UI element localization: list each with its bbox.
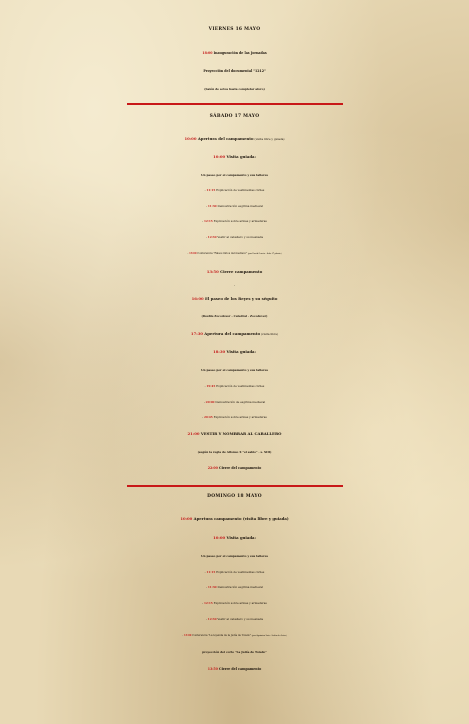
divider	[127, 485, 343, 487]
sun-item-9	[0, 668, 469, 671]
sunday-title: DOMINGO 18 MAYO	[207, 494, 262, 499]
text: Explicación de vestimentas civiles	[215, 384, 265, 388]
sun-item-3	[0, 571, 469, 574]
sat-item-5	[0, 220, 469, 223]
time: 12:15	[203, 601, 213, 605]
saturday-title: SÁBADO 17 MAYO	[209, 114, 260, 119]
sun-item-5	[0, 602, 469, 605]
sat-item-18	[0, 432, 469, 436]
dash: -	[202, 415, 204, 419]
text: Visita guiada:	[225, 154, 256, 159]
dash: -	[204, 188, 207, 192]
sat-item-10	[0, 297, 469, 301]
text: Vestir al caballero y su mesnada	[216, 617, 264, 621]
time: 11:30	[207, 204, 217, 208]
time: 20:00	[205, 400, 215, 404]
text: VESTIR Y NOMBRAR AL CABALLERO	[199, 431, 282, 436]
sat-item-8	[0, 270, 469, 274]
text: Explicación de vestimentas civiles	[215, 570, 265, 574]
dash: -	[206, 204, 208, 208]
note: (visita libre y guiada)	[253, 137, 285, 141]
note: (por Agrimiro Saiz - Salón de Actos)	[251, 635, 287, 637]
sat-item-16	[0, 401, 469, 404]
time: 21:00	[187, 431, 200, 436]
text: Cierre del campamento	[217, 667, 262, 671]
sun-item-2: Un paseo por el campamento y sus talleres	[201, 554, 268, 558]
text: Visita guiada:	[225, 349, 256, 354]
text: Explicación de vestimentas civiles	[215, 188, 265, 192]
text: Cierre del campamento	[217, 466, 262, 470]
sat-item-20	[0, 467, 469, 470]
time: 10:00	[184, 136, 197, 141]
dash: -	[204, 570, 207, 574]
sat-item-15	[0, 385, 469, 388]
time: 10:00	[213, 154, 226, 159]
friday-line-2: Proyección del documental "1212"	[203, 69, 266, 73]
time: 19:45	[206, 384, 216, 388]
sun-item-8: proyección del corto "La Judía de Toledo"	[202, 650, 267, 654]
sat-item-19: (según la regla de Alfonso X "el sabio" - s. XIII)	[197, 450, 272, 454]
dash: -	[204, 384, 207, 388]
time: 13:50	[206, 269, 219, 274]
time: 13:00	[183, 634, 192, 637]
sun-item-6	[0, 618, 469, 621]
text: Apertura del campamento	[196, 136, 254, 141]
time: 12:30	[207, 235, 217, 239]
sat-item-14: Un paseo por el campamento y sus talleres	[201, 368, 268, 372]
time: 13:50	[207, 667, 218, 671]
sat-item-0	[0, 137, 469, 141]
friday-title: VIERNES 16 MAYO	[208, 27, 261, 32]
note: (visita libre)	[260, 332, 279, 336]
dash: -	[202, 601, 204, 605]
time: 20:45	[203, 415, 213, 419]
time: 12:30	[207, 617, 217, 621]
sun-item-4	[0, 586, 469, 589]
text: Explicación sobre armas y armaduras	[212, 219, 267, 223]
note: (por David García - Aula 1ª planta)	[247, 253, 282, 255]
time: 10:00	[213, 535, 226, 540]
text: Demostración esgrima medieval	[216, 204, 263, 208]
sat-item-1	[0, 155, 469, 159]
time: 11:30	[207, 585, 217, 589]
time: 17:30	[190, 331, 203, 336]
sun-item-0	[0, 517, 469, 521]
time: 16:00	[191, 296, 204, 301]
dash: -	[206, 585, 208, 589]
text: Demostración de esgrima medieval	[214, 400, 266, 404]
sat-item-17	[0, 416, 469, 419]
sat-item-13	[0, 350, 469, 354]
time: 18:00	[202, 51, 213, 55]
sun-item-1	[0, 536, 469, 540]
dash: -	[205, 617, 208, 621]
sat-item-7	[0, 253, 469, 256]
dash: -	[203, 400, 206, 404]
friday-line-3: (Salón de actos hasta completar aforo)	[204, 87, 265, 91]
text: Explicación sobre armas y armaduras	[212, 415, 267, 419]
text: Cierre campamento	[218, 269, 263, 274]
text: Inauguración de las Jornadas	[212, 51, 267, 55]
text: Vestir al caballero y su mesnada	[216, 235, 264, 239]
time: 10:00	[180, 516, 193, 521]
time: 22:00	[207, 466, 218, 470]
friday-line-1	[0, 52, 469, 55]
time: 18:30	[213, 349, 226, 354]
text: Demostración esgrima medieval	[216, 585, 263, 589]
sat-item-9: -	[233, 284, 236, 288]
text: Explicación sobre armas y armaduras	[212, 601, 267, 605]
sun-item-7	[0, 635, 469, 638]
dash: -	[182, 634, 184, 637]
text: El paseo de los Reyes y su séquito	[203, 296, 278, 301]
text: Conferencia "La leyenda de la judía de Toledo"	[191, 634, 252, 637]
sat-item-12	[0, 332, 469, 336]
time: 11:15	[206, 570, 216, 574]
dash: -	[202, 219, 204, 223]
sat-item-6	[0, 236, 469, 239]
time: 12:15	[203, 219, 213, 223]
sat-item-3	[0, 189, 469, 192]
sat-item-4	[0, 205, 469, 208]
sat-item-11: (Desfile Zocodover - Catedral - Zocodover)	[201, 314, 268, 318]
text: Apertura campamento (visita libre y guiada)	[192, 516, 289, 521]
divider	[127, 103, 343, 105]
time: 11:15	[206, 188, 216, 192]
dash: -	[205, 235, 208, 239]
text: Visita guiada:	[225, 535, 256, 540]
sat-item-2: Un paseo por el campamento y sus talleres	[201, 173, 268, 177]
dash: -	[187, 252, 190, 255]
time: 13:00	[189, 252, 197, 255]
text: Conferencia "Falsos mitos del medievo"	[196, 252, 248, 255]
text: Apertura del campamento	[202, 331, 261, 336]
